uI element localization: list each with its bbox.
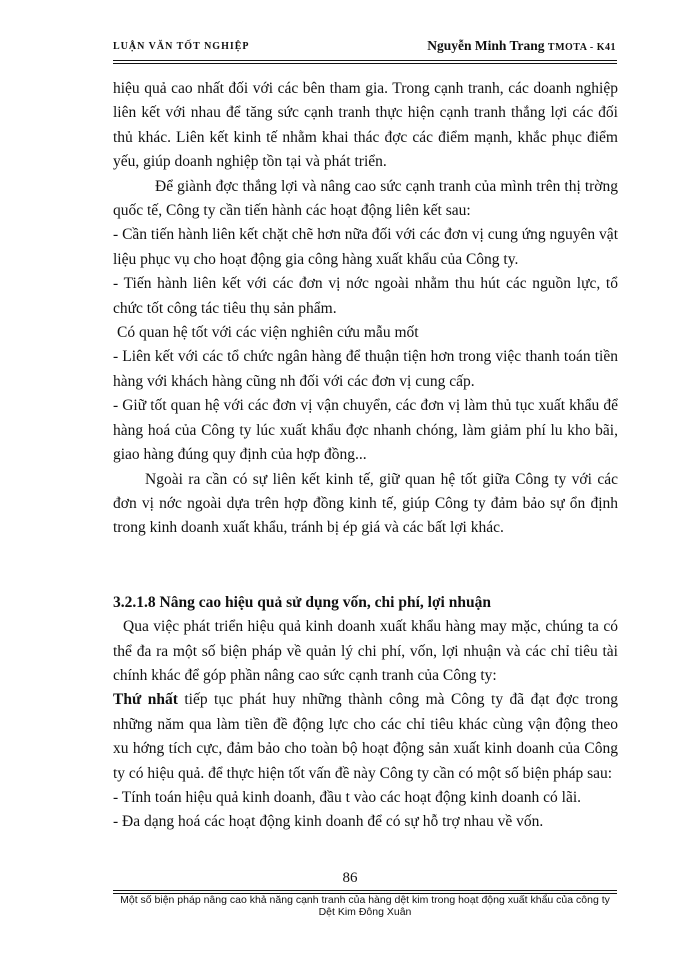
paragraph: Có quan hệ tốt với các viện nghiên cứu mẫu mốt bbox=[117, 324, 419, 342]
header-rule-thin bbox=[113, 63, 617, 64]
paragraph: - Giữ tốt quan hệ với các đơn vị vận chuyển, các đơn vị làm thủ tục xuất khẩu để hàng hoá của Công ty lúc xuất khẩu đợc nhanh chóng, làm giảm phí lu kho bãi, giao hàng đúng quy định của hợp đồng... bbox=[113, 397, 618, 464]
paragraph: - Tiến hành liên kết với các đơn vị nớc ngoài nhằm thu hút các nguồn lực, tổ chức tốt công tác tiêu thụ sản phẩm. bbox=[113, 275, 618, 317]
footer-rule bbox=[113, 890, 617, 891]
section-heading: 3.2.1.8 Nâng cao hiệu quả sử dụng vốn, chi phí, lợi nhuận bbox=[113, 593, 491, 611]
first-text: tiếp tục phát huy những thành công mà Công ty đã đạt đợc trong những năm qua làm tiền đề động lực cho các chỉ tiêu khác cùng vận động theo xu hớng tích cực, đảm bảo cho toàn bộ hoạt động sản xuất kinh doanh của Công ty có hiệu quả. để thực hiện tốt vấn đề này Công ty cần có một số biện pháp sau: bbox=[113, 691, 618, 782]
paragraph: Để giành đợc thắng lợi và nâng cao sức cạnh tranh của mình trên thị trờng quốc tế, Công ty cần tiến hành các hoạt động liên kết sau: bbox=[113, 177, 618, 220]
thesis-label: LUẬN VĂN TỐT NGHIỆP bbox=[113, 41, 250, 52]
list-item: - Tính toán hiệu quả kinh doanh, đầu t vào các hoạt động kinh doanh có lãi. bbox=[113, 788, 582, 806]
paragraph: hiệu quả cao nhất đối với các bên tham gia. Trong cạnh tranh, các doanh nghiệp liên kết với nhau để tăng sức cạnh tranh thực hiện cạnh tranh thắng lợi các đối thủ khác. Liên kết kinh tế nhằm khai thác đợc các điểm mạnh, khắc phục điểm yếu, giúp doanh nghiệp tồn tại và phát triển. bbox=[113, 80, 618, 171]
page-body bbox=[113, 77, 618, 835]
paragraph: Ngoài ra cần có sự liên kết kinh tế, giữ quan hệ tốt giữa Công ty với các đơn vị nớc ngoài dựa trên hợp đồng kinh tế, giúp Công ty đảm bảo sự ổn định trong kinh doanh xuất khẩu, tránh bị ép giá và các bất lợi khác. bbox=[113, 470, 618, 537]
list-item: - Đa dạng hoá các hoạt động kinh doanh để có sự hỗ trợ nhau về vốn. bbox=[113, 813, 544, 831]
paragraph bbox=[113, 688, 618, 786]
paragraph: - Cần tiến hành liên kết chặt chẽ hơn nữa đối với các đơn vị cung ứng nguyên vật liệu phục vụ cho hoạt động gia công hàng xuất khẩu của Công ty. bbox=[113, 226, 618, 268]
author-name: Nguyễn Minh Trang bbox=[427, 38, 545, 53]
paragraph: Qua việc phát triển hiệu quả kinh doanh xuất khẩu hàng may mặc, chúng ta có thể đa ra một số biện pháp về quản lý chi phí, vốn, lợi nhuận và các chỉ tiêu tài chính khác để góp phần nâng cao sức cạnh tranh của Công ty: bbox=[113, 618, 618, 684]
page-header bbox=[113, 38, 616, 56]
first-label: Thứ nhất bbox=[113, 691, 178, 709]
page-number: 86 bbox=[342, 870, 358, 886]
author-block bbox=[427, 38, 616, 54]
author-class: TMOTA - K41 bbox=[547, 42, 616, 53]
header-rule bbox=[113, 60, 617, 61]
page-footer: Một số biện pháp nâng cao khả năng cạnh tranh của hàng dệt kim trong hoạt động xuất khẩu của công ty Dệt Kim Đông Xuân bbox=[120, 894, 610, 918]
spacer bbox=[113, 541, 618, 591]
paragraph: - Liên kết với các tổ chức ngân hàng để thuận tiện hơn trong việc thanh toán tiền hàng với khách hàng cũng nh đối với các đơn vị cung cấp. bbox=[113, 348, 618, 390]
